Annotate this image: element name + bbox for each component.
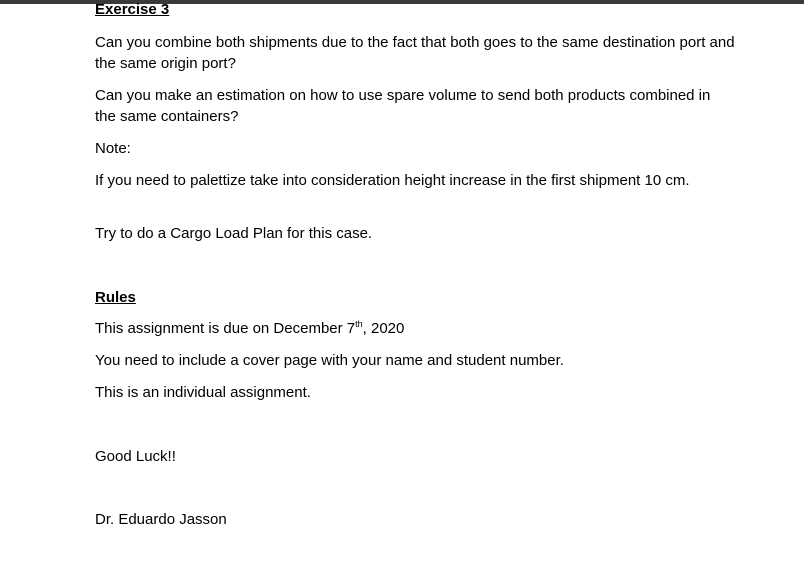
- good-luck-text: Good Luck!!: [95, 448, 176, 465]
- load-plan-instruction: Try to do a Cargo Load Plan for this case.: [95, 225, 373, 242]
- cover-page-rule: You need to include a cover page with your name and student number.: [95, 352, 564, 369]
- exercise-question-2: Can you make an estimation on how to use spare volume to send both products combined in the same containers?: [95, 87, 711, 125]
- note-text: If you need to palettize take into consideration height increase in the first shipment 10 cm.: [95, 172, 690, 189]
- due-date-superscript: th: [355, 319, 363, 329]
- exercise-heading: Exercise 3: [95, 1, 170, 18]
- rules-heading: Rules: [95, 289, 136, 306]
- signature: Dr. Eduardo Jasson: [95, 511, 227, 528]
- due-date-suffix: , 2020: [362, 320, 405, 337]
- due-date-text: [95, 318, 735, 339]
- due-date-prefix: This assignment is due on December 7: [95, 320, 356, 337]
- individual-rule: This is an individual assignment.: [95, 384, 311, 401]
- exercise-question-1: Can you combine both shipments due to the fact that both goes to the same destination port and the same origin port?: [95, 34, 735, 72]
- note-label: Note:: [95, 140, 131, 157]
